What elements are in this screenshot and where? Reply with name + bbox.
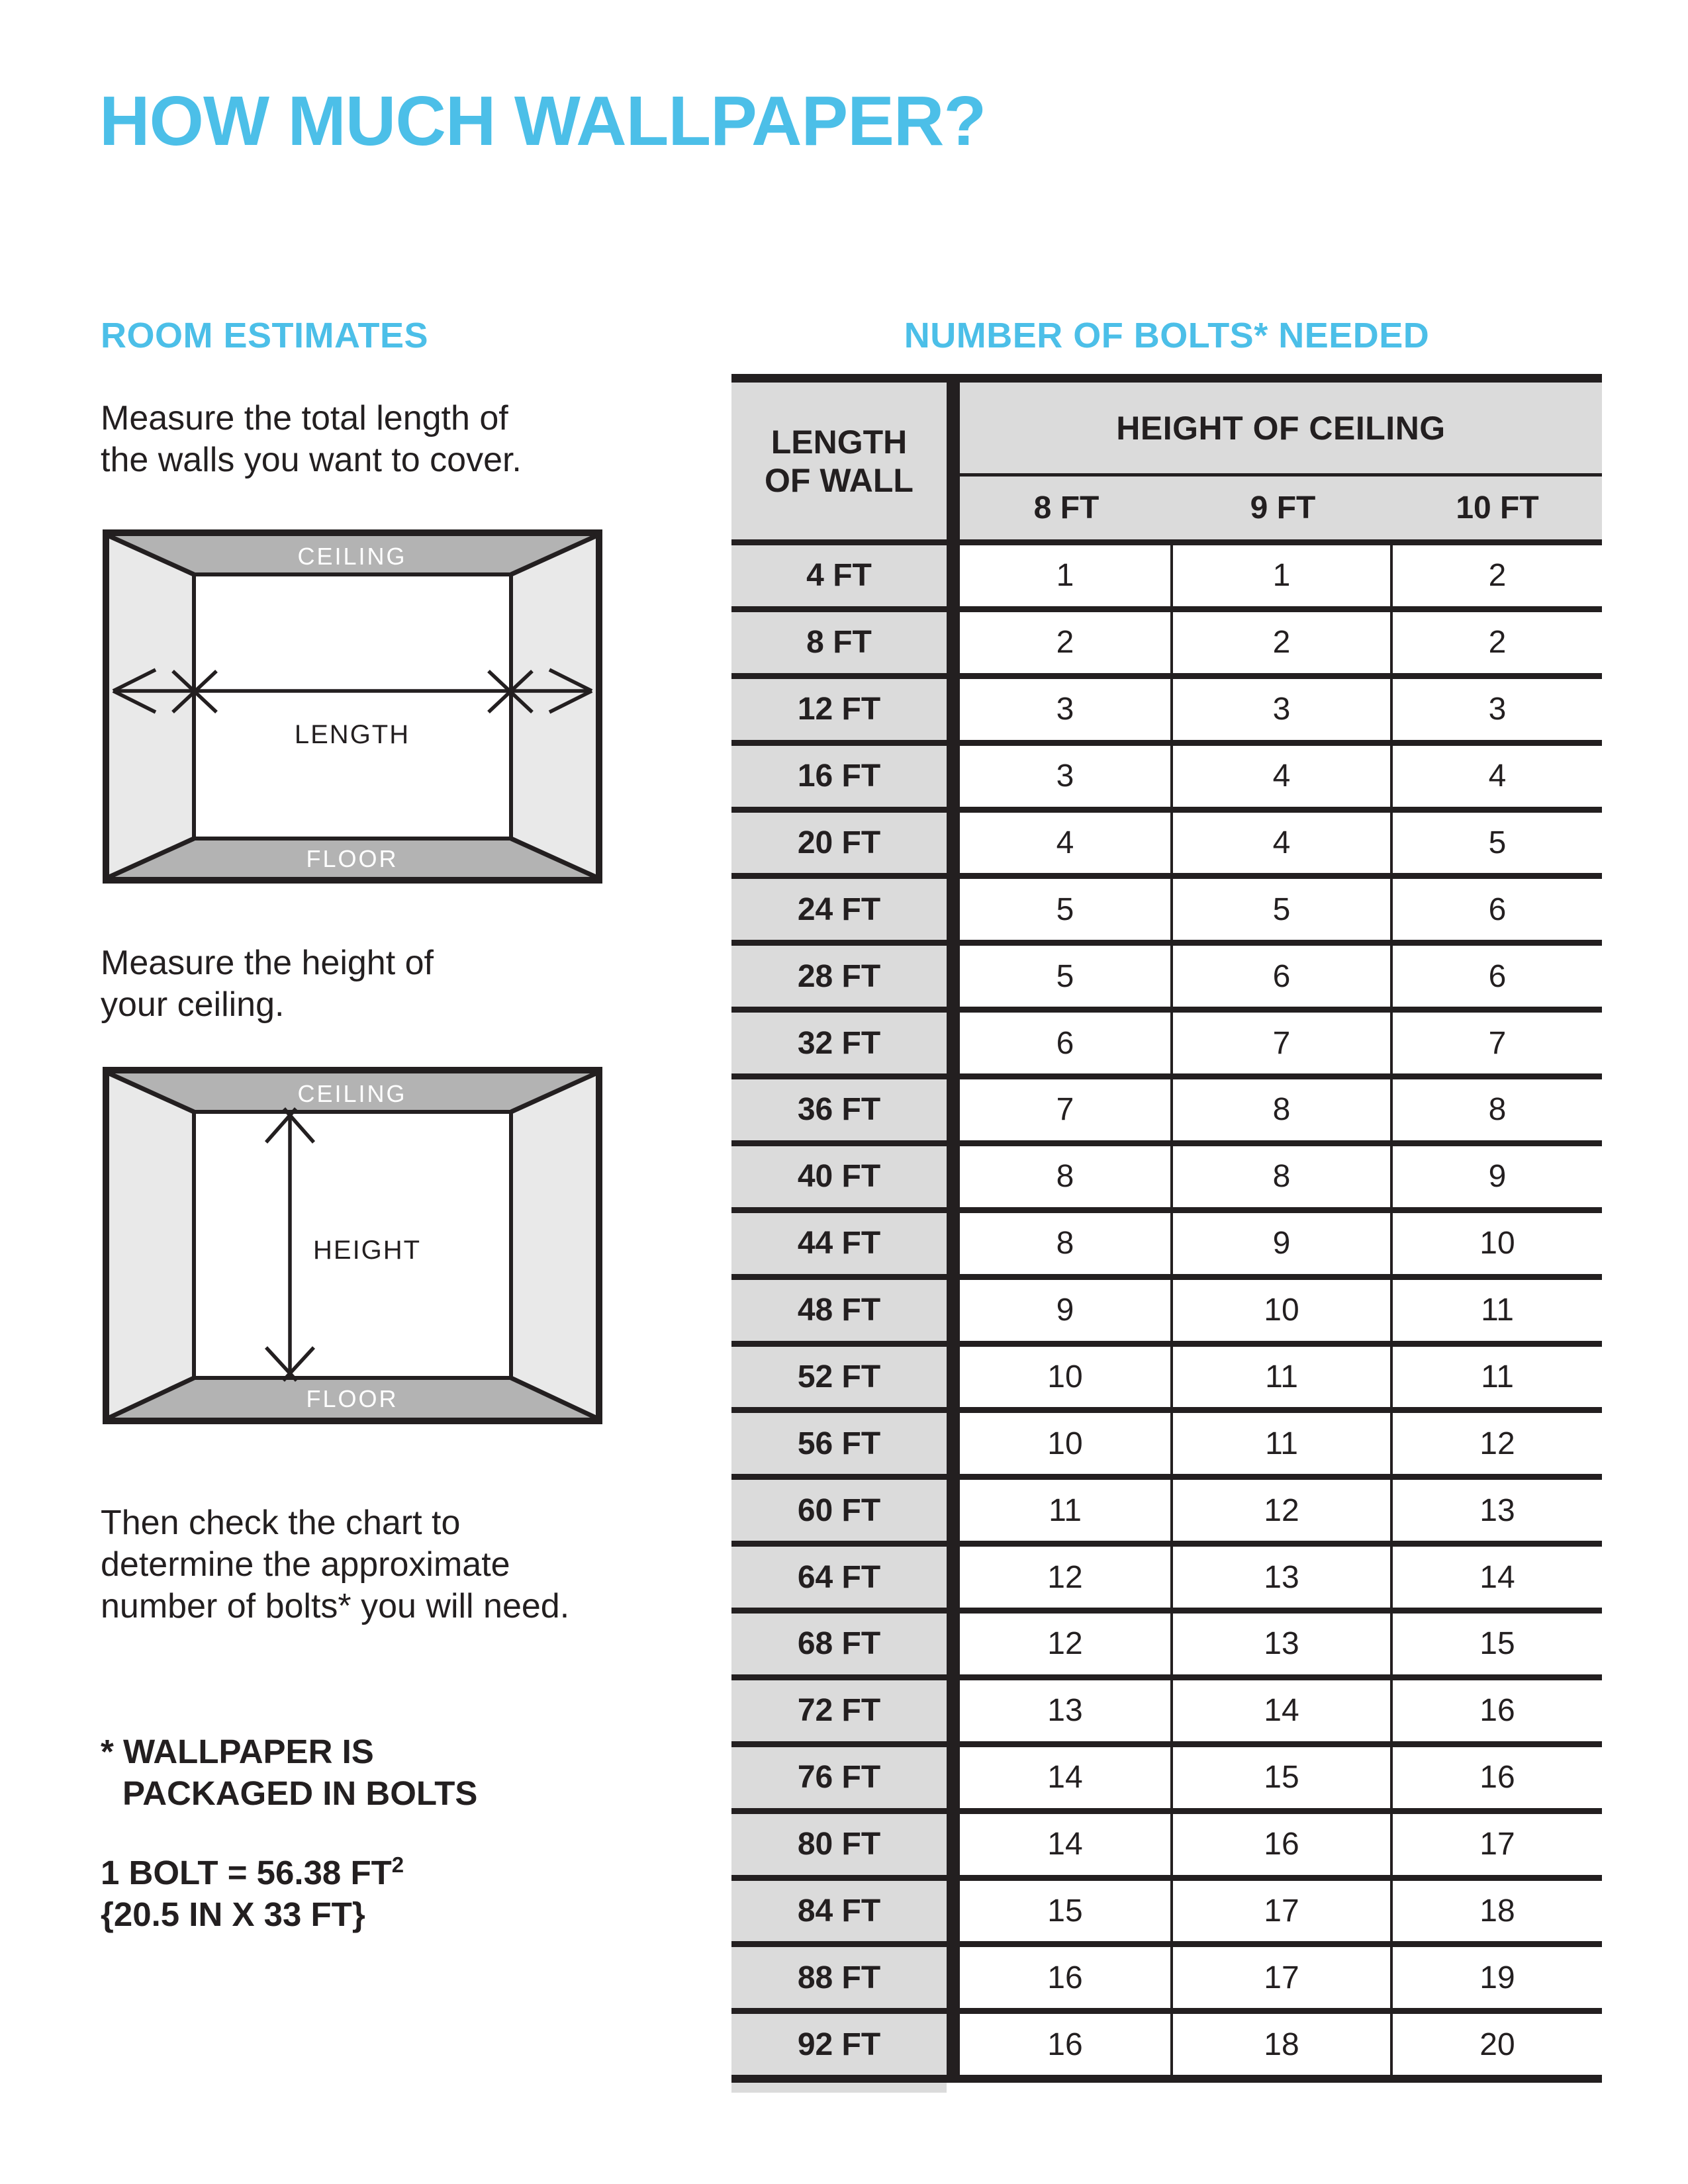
text-line: Measure the height of	[101, 944, 434, 982]
table-row	[731, 2014, 1602, 2075]
cell-9ft: 6	[1173, 946, 1393, 1007]
cell-10ft: 17	[1393, 1814, 1602, 1875]
cell-8ft: 8	[960, 1213, 1173, 1274]
text-line: Then check the chart to	[101, 1504, 461, 1542]
cell-9ft: 18	[1173, 2014, 1393, 2075]
cell-10ft: 14	[1393, 1547, 1602, 1608]
row-label: 28 FT	[731, 946, 947, 1007]
ceiling-label: CEILING	[297, 543, 407, 570]
table-row	[731, 1480, 1602, 1547]
sub-header-row	[960, 477, 1602, 539]
cell-8ft: 2	[960, 612, 1173, 673]
header-line: LENGTH	[771, 423, 908, 461]
instruction-measure-length	[101, 398, 522, 481]
row-label: 12 FT	[731, 679, 947, 740]
cell-8ft: 4	[960, 813, 1173, 874]
bolt-equation-text: 1 BOLT = 56.38 FT	[101, 1854, 392, 1891]
text-line: PACKAGED IN BOLTS	[122, 1774, 478, 1812]
floor-label: FLOOR	[306, 845, 399, 872]
cell-8ft: 6	[960, 1013, 1173, 1073]
cell-9ft: 4	[1173, 813, 1393, 874]
cell-10ft: 20	[1393, 2014, 1602, 2075]
cell-8ft: 14	[960, 1747, 1173, 1808]
column-header-8ft: 8 FT	[1033, 490, 1100, 525]
row-label: 52 FT	[731, 1347, 947, 1408]
cell-9ft: 8	[1173, 1079, 1393, 1140]
cell-9ft: 1	[1173, 545, 1393, 606]
column-header-length-of-wall	[731, 383, 947, 539]
row-label: 64 FT	[731, 1547, 947, 1608]
row-label: 36 FT	[731, 1079, 947, 1140]
cell-10ft: 4	[1393, 746, 1602, 807]
table-row	[731, 1680, 1602, 1747]
ceiling-label: CEILING	[297, 1080, 407, 1107]
bolt-dimensions: {20.5 IN X 33 FT}	[101, 1895, 365, 1933]
cell-10ft: 5	[1393, 813, 1602, 874]
page-title: HOW MUCH WALLPAPER?	[99, 82, 986, 160]
cell-8ft: 10	[960, 1347, 1173, 1408]
row-label: 88 FT	[731, 1947, 947, 2008]
cell-8ft: 9	[960, 1280, 1173, 1341]
cell-10ft: 6	[1393, 879, 1602, 940]
cell-8ft: 15	[960, 1881, 1173, 1942]
text-line: determine the approximate	[101, 1545, 510, 1584]
cell-10ft: 15	[1393, 1614, 1602, 1674]
cell-10ft: 19	[1393, 1947, 1602, 2008]
cell-10ft: 10	[1393, 1213, 1602, 1274]
column-header-9ft: 9 FT	[1250, 490, 1316, 525]
cell-8ft: 3	[960, 746, 1173, 807]
cell-10ft: 16	[1393, 1747, 1602, 1808]
row-label: 44 FT	[731, 1213, 947, 1274]
bolt-equation	[101, 1852, 404, 1893]
text-line: Measure the total length of	[101, 399, 508, 437]
cell-10ft: 2	[1393, 612, 1602, 673]
row-label: 72 FT	[731, 1680, 947, 1741]
cell-8ft: 16	[960, 2014, 1173, 2075]
wallpaper-bolts-footnote	[101, 1731, 477, 1814]
cell-9ft: 3	[1173, 679, 1393, 740]
cell-10ft: 8	[1393, 1079, 1602, 1140]
table-row	[731, 679, 1602, 746]
cell-8ft: 12	[960, 1614, 1173, 1674]
cell-10ft: 12	[1393, 1413, 1602, 1474]
room-estimates-heading: ROOM ESTIMATES	[101, 316, 429, 355]
table-gray-stub	[731, 2083, 947, 2093]
cell-8ft: 1	[960, 545, 1173, 606]
cell-10ft: 18	[1393, 1881, 1602, 1942]
text-line: * WALLPAPER IS	[101, 1733, 374, 1770]
cell-9ft: 14	[1173, 1680, 1393, 1741]
text-line: number of bolts* you will need.	[101, 1587, 570, 1625]
table-vertical-divider	[947, 374, 960, 2083]
table-row	[731, 1280, 1602, 1347]
cell-10ft: 2	[1393, 545, 1602, 606]
cell-8ft: 13	[960, 1680, 1173, 1741]
cell-10ft: 11	[1393, 1280, 1602, 1341]
floor-label: FLOOR	[306, 1385, 399, 1412]
room-height-diagram	[103, 1067, 602, 1424]
cell-8ft: 12	[960, 1547, 1173, 1608]
group-header-height-of-ceiling: HEIGHT OF CEILING	[1116, 409, 1446, 447]
table-row	[731, 946, 1602, 1013]
row-label: 24 FT	[731, 879, 947, 940]
table-row	[731, 1013, 1602, 1079]
cell-8ft: 5	[960, 879, 1173, 940]
row-label: 16 FT	[731, 746, 947, 807]
cell-9ft: 16	[1173, 1814, 1393, 1875]
length-dimension-label: LENGTH	[294, 720, 410, 749]
table-row	[731, 1881, 1602, 1948]
cell-8ft: 8	[960, 1146, 1173, 1207]
header-line: OF WALL	[765, 461, 914, 499]
row-label: 32 FT	[731, 1013, 947, 1073]
cell-9ft: 4	[1173, 746, 1393, 807]
table-row	[731, 879, 1602, 946]
cell-10ft: 11	[1393, 1347, 1602, 1408]
row-label: 8 FT	[731, 612, 947, 673]
cell-9ft: 17	[1173, 1881, 1393, 1942]
room-length-diagram	[103, 529, 602, 884]
back-wall	[194, 574, 511, 839]
bolts-table	[731, 374, 1602, 2093]
bolts-needed-heading: NUMBER OF BOLTS* NEEDED	[904, 316, 1430, 355]
cell-9ft: 7	[1173, 1013, 1393, 1073]
row-label: 20 FT	[731, 813, 947, 874]
cell-9ft: 5	[1173, 879, 1393, 940]
table-header	[731, 383, 1602, 545]
cell-10ft: 13	[1393, 1480, 1602, 1541]
cell-8ft: 14	[960, 1814, 1173, 1875]
header-right-area	[960, 383, 1602, 539]
cell-8ft: 5	[960, 946, 1173, 1007]
table-row	[731, 1947, 1602, 2014]
table-bottom-border	[731, 2075, 1602, 2083]
table-body	[731, 545, 1602, 2075]
row-label: 56 FT	[731, 1413, 947, 1474]
table-row	[731, 1614, 1602, 1680]
text-line: the walls you want to cover.	[101, 441, 522, 479]
cell-10ft: 3	[1393, 679, 1602, 740]
cell-8ft: 16	[960, 1947, 1173, 2008]
cell-10ft: 16	[1393, 1680, 1602, 1741]
cell-8ft: 11	[960, 1480, 1173, 1541]
cell-9ft: 13	[1173, 1614, 1393, 1674]
table-row	[731, 1213, 1602, 1280]
table-row	[731, 1146, 1602, 1213]
table-row	[731, 1347, 1602, 1414]
cell-10ft: 6	[1393, 946, 1602, 1007]
table-row	[731, 1814, 1602, 1881]
row-label: 4 FT	[731, 545, 947, 606]
row-label: 84 FT	[731, 1881, 947, 1942]
text-line: your ceiling.	[101, 985, 285, 1024]
table-top-border	[731, 374, 1602, 383]
row-label: 92 FT	[731, 2014, 947, 2075]
cell-9ft: 10	[1173, 1280, 1393, 1341]
cell-9ft: 8	[1173, 1146, 1393, 1207]
cell-9ft: 11	[1173, 1413, 1393, 1474]
cell-10ft: 9	[1393, 1146, 1602, 1207]
left-wall-plane	[109, 1073, 194, 1418]
cell-8ft: 10	[960, 1413, 1173, 1474]
cell-10ft: 7	[1393, 1013, 1602, 1073]
table-row	[731, 612, 1602, 679]
bolt-equation-superscript: 2	[391, 1852, 404, 1877]
cell-9ft: 12	[1173, 1480, 1393, 1541]
table-row	[731, 545, 1602, 612]
table-row	[731, 1413, 1602, 1480]
row-label: 76 FT	[731, 1747, 947, 1808]
cell-9ft: 15	[1173, 1747, 1393, 1808]
cell-8ft: 7	[960, 1079, 1173, 1140]
column-header-10ft: 10 FT	[1456, 490, 1539, 525]
height-dimension-label: HEIGHT	[313, 1236, 422, 1265]
cell-9ft: 13	[1173, 1547, 1393, 1608]
row-label: 60 FT	[731, 1480, 947, 1541]
row-label: 48 FT	[731, 1280, 947, 1341]
cell-9ft: 11	[1173, 1347, 1393, 1408]
row-label: 80 FT	[731, 1814, 947, 1875]
row-label: 40 FT	[731, 1146, 947, 1207]
cell-8ft: 3	[960, 679, 1173, 740]
cell-9ft: 17	[1173, 1947, 1393, 2008]
row-label: 68 FT	[731, 1614, 947, 1674]
table-row	[731, 1079, 1602, 1146]
table-row	[731, 813, 1602, 880]
table-row	[731, 1747, 1602, 1814]
instruction-measure-height	[101, 942, 434, 1026]
right-wall-plane	[511, 1073, 596, 1418]
cell-9ft: 9	[1173, 1213, 1393, 1274]
table-row	[731, 746, 1602, 813]
instruction-check-chart	[101, 1502, 569, 1627]
cell-9ft: 2	[1173, 612, 1393, 673]
table-row	[731, 1547, 1602, 1614]
